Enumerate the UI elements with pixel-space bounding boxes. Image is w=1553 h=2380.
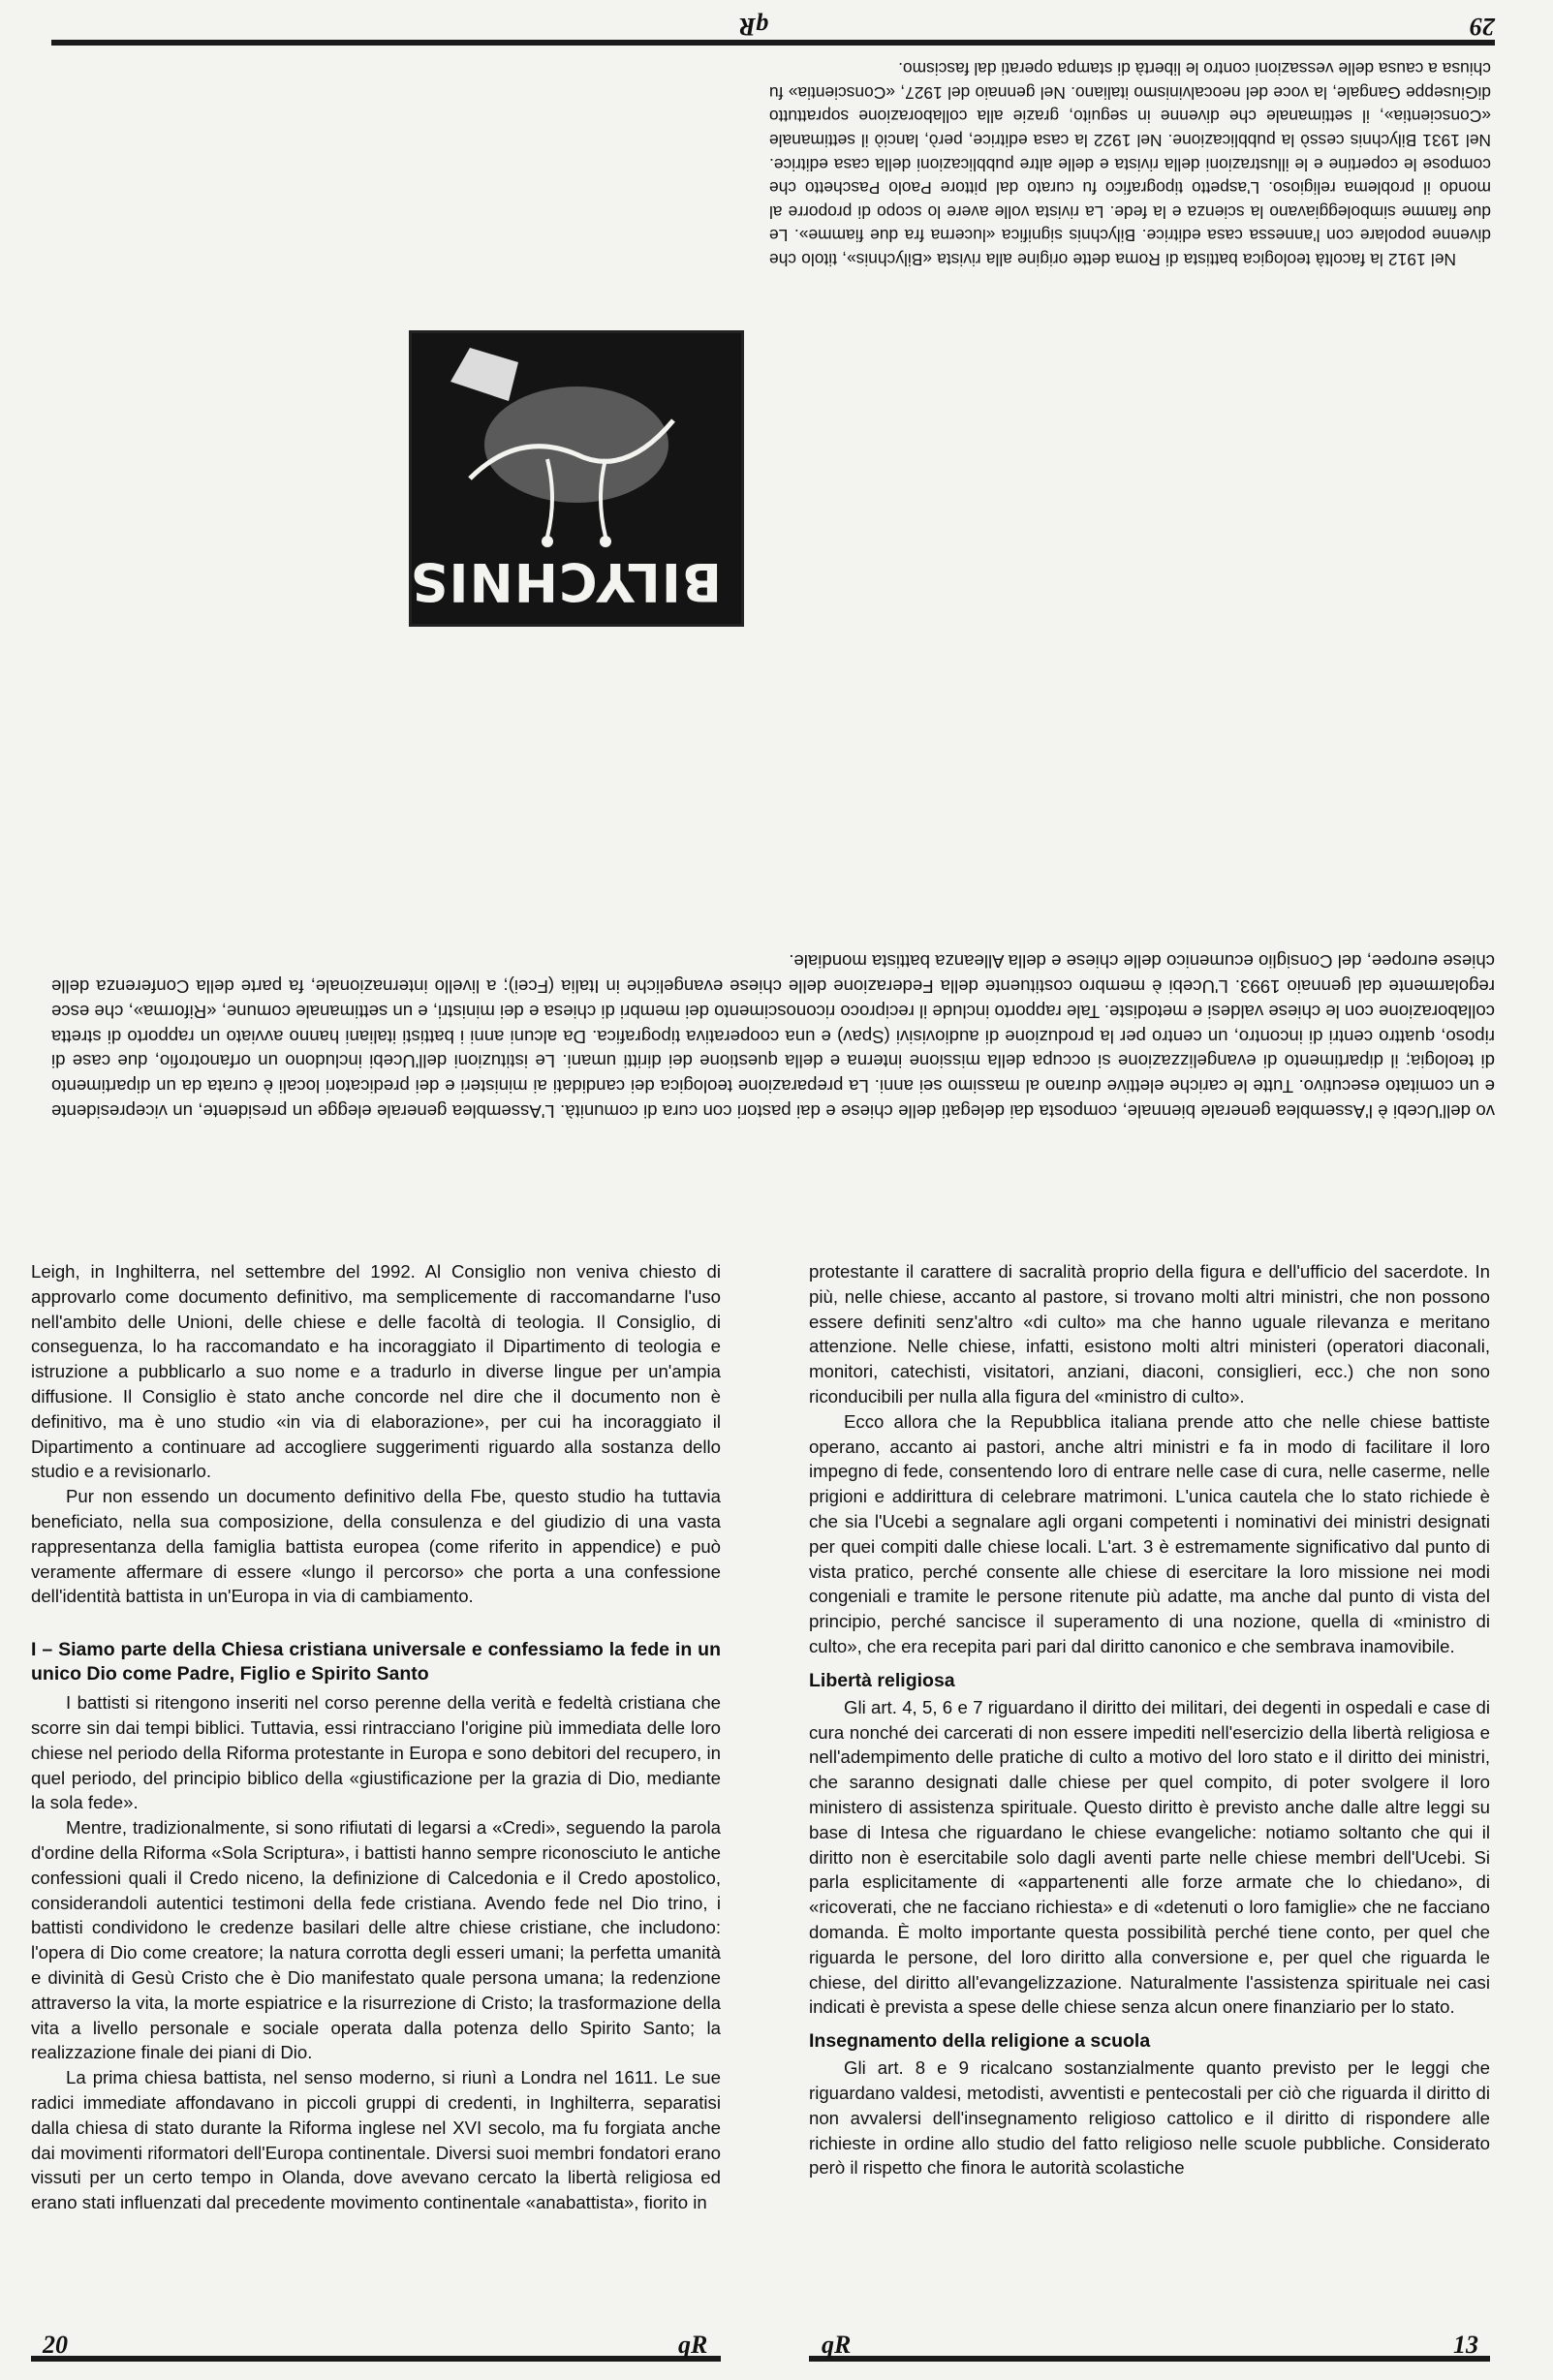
right-paragraph-2: Ecco allora che la Repubblica italiana prende atto che nelle chiese battiste operano, accanto ai pastori, anche altri ministri e fa in modo di facilitare il loro impegno di fede, consentendo loro di entrare nelle case di cura, nelle caserme, nelle prigioni e addirittura di celebrare matrimoni. L'unica cautela che lo stato richiede è che sia l'Ucebi a segnalare agli organi competenti i nominativi dei ministri designati per quei compiti dalle chiese locali. L'art. 3 è estremamente significativo dal punto di vista pratico, perché consente alle chiese di esercitare la loro missione nei modi congeniali e tramite le persone ritenute più adatte, ma anche dal punto di vista del principio, perché sancisce il superamento di una nozione, quella di «ministro di culto», che era recepita pari pari dal diritto canonico e che sembrava inamovibile. — [809, 1410, 1490, 1656]
flipped-mark: qR — [738, 13, 768, 41]
flipped-bilychnis-paragraph: Nel 1912 la facoltà teologica battista di Roma dette origine alla rivista «Bilychnis», titolo che divenne popolare con l'annessa casa editrice. Bilychnis significa «lucerna fra due fiamme». Le due fiamme simboleggiavano la scienza e la fede. La rivista volle avere lo scopo di proporre al mondo il problema religioso. L'aspetto tipografico fu curato dal pittore Paolo Paschetto che compose le copertine e le illustrazioni della rivista e delle altre pubblicazioni della casa editrice. Nel 1931 Bilychnis cessò la pubblicazione. Nel 1922 la casa editrice, però, lanciò il settimanale «Conscientia», il settimanale che divenne in seguito, grazie alla collaborazione soprattutto diGiuseppe Gangale, la voce del neocalvinismo italiano. Nel gennaio del 1927, «Conscientia» fu chiusa a causa delle vessazioni contro le libertà di stampa operati dal fascismo. — [769, 59, 1491, 269]
bilychnis-logo-title: BILYCHNIS — [409, 551, 722, 612]
left-paragraph-1: Leigh, in Inghilterra, nel settembre del 1992. Al Consiglio non veniva chiesto di approvarlo come documento definitivo, ma semplicemente di raccomandarne l'uso nell'ambito delle Unioni, delle chiese e delle facoltà di teologia. Il Consiglio, di conseguenza, lo ha raccomandato e ha incoraggiato il Dipartimento di teologia e istruzione a pubblicarlo a suo nome e a tradurlo in diverse lingue per un'ampia diffusione. Il Consiglio è stato anche concorde nel dire che il documento non è definitivo, ma è uno studio «in via di elaborazione», per cui ha incoraggiato il Dipartimento a continuare ad accogliere suggerimenti riguardo alla sostanza dello studio e a revisionarlo. — [31, 1261, 721, 1482]
right-paragraph-1: protestante il carattere di sacralità proprio della figura e dell'ufficio del sacerdote. In più, nelle chiese, accanto al pastore, si trovano molti altri ministri, che non possono essere definiti senz'altro «di culto» ma che hanno uguale rilevanza e meritano attenzione. Nelle chiese, infatti, esistono molti altri ministeri (operatori diaconali, monitori, catechisti, visitatori, anziani, diaconi, consiglieri, ecc.) che non sono riconducibili per nulla alla figura del «ministro di culto». — [809, 1261, 1490, 1406]
bilychnis-logo — [409, 330, 744, 627]
right-paragraph-4: Gli art. 8 e 9 ricalcano sostanzialmente quanto previsto per le leggi che riguardano valdesi, metodisti, avventisti e pentecostali per ciò che riguarda il diritto di non avvalersi dell'insegnamento religioso cattolico e il diritto di rispondere alle richieste in ordine allo studio del fatto religioso nelle scuole pubbliche. Considerato però il rispetto che finora le autorità scolastiche — [809, 2057, 1490, 2179]
footer-rule-left — [31, 2356, 721, 2362]
page-number-right: 13 — [1453, 2331, 1478, 2359]
section-heading-1: I – Siamo parte della Chiesa cristiana universale e confessiamo la fede in un unico Dio come Padre, Figlio e Spirito Santo — [31, 1639, 721, 1685]
left-column — [31, 1259, 721, 2215]
section-heading-insegnamento: Insegnamento della religione a scuola — [809, 2030, 1151, 2053]
bilychnis-logo-art — [409, 333, 741, 624]
journal-mark-right: qR — [822, 2331, 852, 2359]
left-paragraph-3: I battisti si ritengono inseriti nel corso perenne della verità e fedeltà cristiana che scorre sin dai tempi biblici. Tuttavia, essi rintracciano l'origine più immediata delle loro chiese nel periodo della Riforma protestante in Europa e sono debitori del recupero, in quel periodo, del principio biblico della «giustificazione per la grazia di Dio, mediante la sola fede». — [31, 1692, 721, 1813]
right-column — [809, 1259, 1490, 2180]
flipped-page — [0, 0, 1553, 1162]
page-number-left: 20 — [43, 2331, 68, 2359]
right-paragraph-3: Gli art. 4, 5, 6 e 7 riguardano il diritto dei militari, dei degenti in ospedali e case di cura nonché dei carcerati di non essere impediti nell'esercizio della libertà religiosa e nell'adempimento delle pratiche di culto a motivo del loro stato e il diritto dei ministri, che saranno designati dalle chiese per quel compito, di poter svolgere il loro ministero di assistenza spirituale. Questo diritto è previsto anche dalle altre leggi su base di Intesa che riguardano le chiese evangeliche: notiamo soltanto che qui il diritto non è esercitabile solo dagli aventi parte nelle chiese membri dell'Ucebi. Si parla esplicitamente di «appartenenti alle forze armate che lo chiedano», di «ricoverati, che ne facciano richiesta» e di «detenuti o loro famiglie» che ne facciano domanda. È molto importante questa possibilità perché tiene conto, per quel che riguarda le persone, del loro diritto alla conversione e, per quel che riguarda le chiese, del diritto all'evangelizzazione. Naturalmente l'assistenza spirituale nei casi indicati è prevista a spese delle chiese senza alcun onere finanziario per lo stato. — [809, 1696, 1490, 2018]
footer-rule-right — [809, 2356, 1490, 2362]
left-paragraph-2: Pur non essendo un documento definitivo della Fbe, questo studio ha tuttavia beneficiato, nella sua composizione, della consulenza e del giudizio di una vasta rappresentanza della famiglia battista europea (come riferito in appendice) e può veramente affermare di essere «lungo il percorso» che porta a una confessione dell'identità battista in un'Europa in via di cambiamento. — [31, 1486, 721, 1607]
flipped-ucebi-paragraph: vo dell'Ucebi è l'Assemblea generale biennale, composta dai delegati delle chiese e dai pastori con cura di comunità. L'Assemblea generale elegge un presidente, un vicepresidente e un comitato esecutivo. Tutte le cariche elettive durano al massimo sei anni. La preparazione teologica dei candidati ai ministeri e dei predicatori locali è curata da un dipartimento di teologia; il dipartimento di evangelizzazione si occupa della missione interna e della questione dei diritti umani. Le istituzioni dell'Ucebi includono un orfanotrofio, due case di riposo, quattro centri di incontro, un centro per la produzione di audiovisivi (Spav) e una cooperativa tipografica. Da alcuni anni i battisti italiani hanno avviato un rapporto di stretta collaborazione con le chiese valdesi e metodiste. Tale rapporto include il reciproco riconoscimento dei membri di chiesa e dei ministri, e un settimanale comune, «Riforma», che esce regolarmente dal gennaio 1993. L'Ucebi è membro costituente della Federazione delle chiese evangeliche in Italia (Fcei); a livello internazionale, fa parte della Conferenza delle chiese europee, del Consiglio ecumenico delle chiese e della Alleanza battista mondiale. — [51, 951, 1495, 1122]
left-paragraph-5: La prima chiesa battista, nel senso moderno, si riunì a Londra nel 1611. Le sue radici immediate affondavano in piccoli gruppi di credenti, in Inghilterra, separatisi dalla chiesa di stato durante la Riforma inglese nel XVI secolo, ma fu forgiata anche dai movimenti riformatori dell'Europa continentale. Diversi suoi membri fondatori erano vissuti per un certo tempo in Olanda, dove avevano cercato la libertà religiosa ed erano stati influenzati dal precedente movimento continentale «anabattista», fiorito in — [31, 2067, 721, 2213]
journal-mark-left: qR — [678, 2331, 708, 2359]
section-heading-liberta: Libertà religiosa — [809, 1669, 955, 1691]
left-paragraph-4: Mentre, tradizionalmente, si sono rifiutati di legarsi a «Credi», seguendo la parola d'ordine della Riforma «Sola Scriptura», i battisti hanno sempre riconosciuto le antiche confessioni quali il Credo niceno, la definizione di Calcedonia e il Credo apostolico, considerandoli autentici testimoni della fede cristiana. Avendo fede nel Dio trino, i battisti condividono le credenze basilari delle altre chiese cristiane, che includono: l'opera di Dio come creatore; la natura corrotta degli esseri umani; la perfetta umanità e divinità di Gesù Cristo che è Dio manifestato quale persona umana; la redenzione attraverso la vita, la morte espiatrice e la risurrezione di Cristo; la trasformazione della vita a livello personale e sociale operata dalla potenza dello Spirito Santo; la realizzazione finale dei piani di Dio. — [31, 1817, 721, 2063]
flipped-footer-rule — [51, 40, 1495, 46]
flipped-folio: 29 — [1470, 13, 1495, 41]
